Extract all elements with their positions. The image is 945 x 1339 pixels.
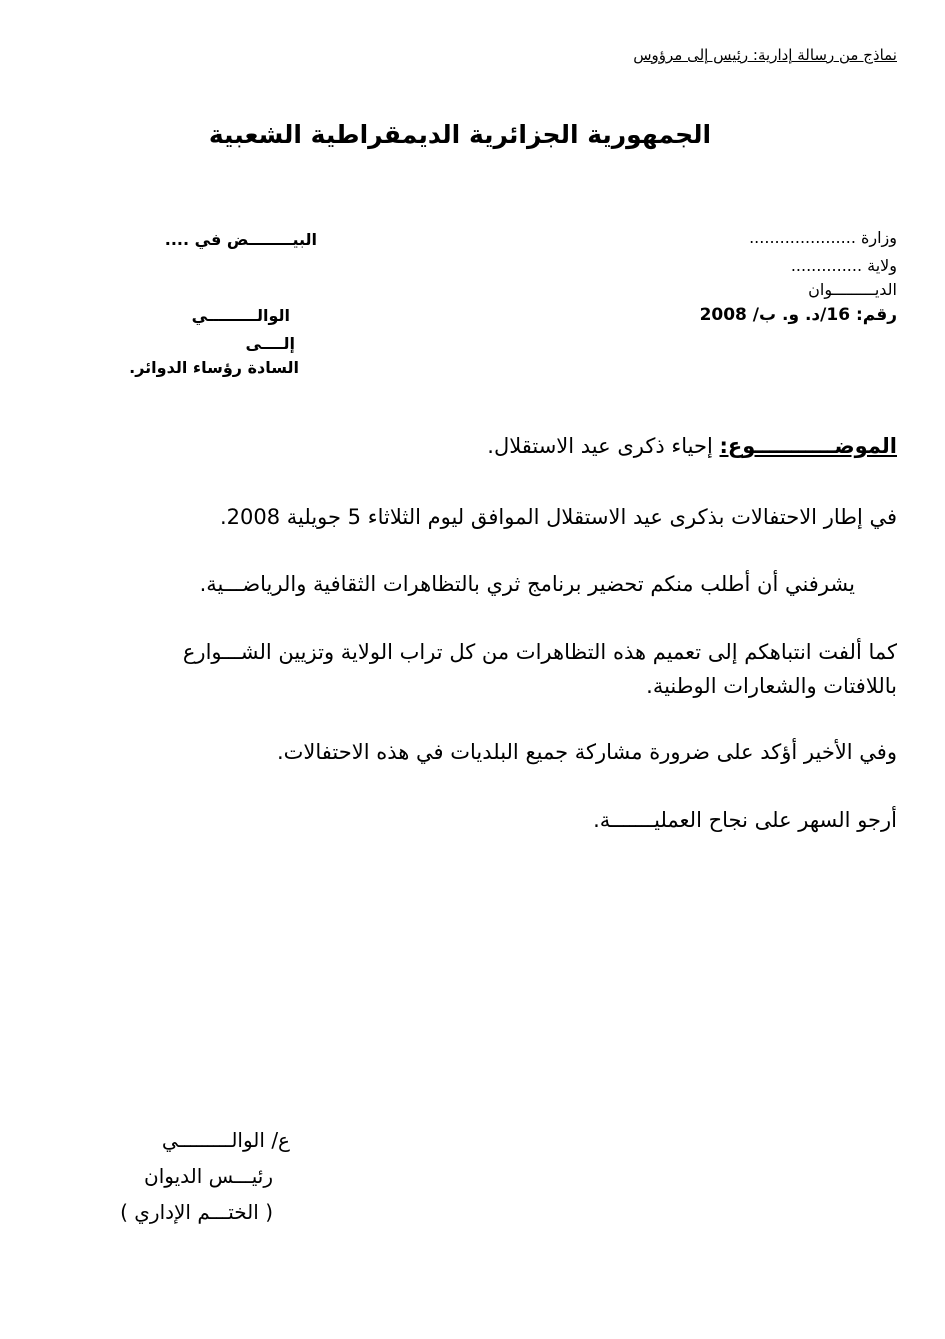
wilaya-line: ولاية .............. bbox=[790, 256, 897, 275]
paragraph-3-line-2: باللافتات والشعارات الوطنية. bbox=[646, 674, 897, 698]
paragraph-4: وفي الأخير أؤكد على ضرورة مشاركة جميع البلديات في هذه الاحتفالات. bbox=[276, 740, 897, 764]
subject-label: الموضـــــــــــوع: bbox=[719, 434, 897, 458]
signature-wali: ع/ الوالـــــــــي bbox=[161, 1128, 290, 1152]
addressee: السادة رؤساء الدوائر. bbox=[129, 358, 299, 377]
paragraph-1: في إطار الاحتفالات بذكرى عيد الاستقلال الموافق ليوم الثلاثاء 5 جويلية 2008. bbox=[219, 505, 897, 529]
reference-number: رقم: 16/د. و. ب/ 2008 bbox=[699, 305, 897, 325]
to-label: إلــــى bbox=[245, 334, 295, 353]
signature-stamp: ( الختـــم الإداري ) bbox=[120, 1200, 273, 1224]
paragraph-3-line-1: كما ألفت انتباهكم إلى تعميم هذه التظاهرات من كل تراب الولاية وتزيين الشـــوارع bbox=[182, 640, 897, 664]
subject-text: إحياء ذكرى عيد الاستقلال. bbox=[487, 434, 720, 458]
republic-title: الجمهورية الجزائرية الديمقراطية الشعبية bbox=[208, 120, 712, 149]
header-note: نماذج من رسالة إدارية: رئيس إلى مرؤوس bbox=[633, 46, 897, 64]
from-wali: الوالـــــــــي bbox=[191, 306, 290, 325]
ministry-line: وزارة ..................... bbox=[749, 228, 897, 247]
diwan-line: الديـــــــــوان bbox=[808, 280, 897, 299]
place-date: البيــــــــض في .... bbox=[164, 230, 317, 249]
paragraph-2: يشرفني أن أطلب منكم تحضير برنامج ثري بالتظاهرات الثقافية والرياضـــية. bbox=[199, 572, 855, 596]
paragraph-5: أرجو السهر على نجاح العمليـــــــة. bbox=[593, 808, 897, 832]
signature-chief: رئيـــس الديوان bbox=[144, 1164, 273, 1188]
subject-line bbox=[487, 434, 897, 458]
